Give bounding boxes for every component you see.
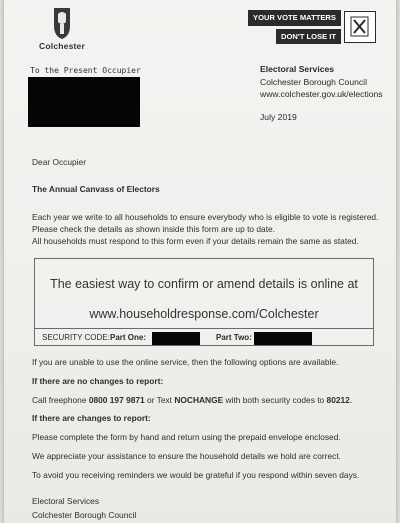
sender-department: Electoral Services [260,64,335,74]
freephone-number[interactable]: 0800 197 9871 [88,395,145,405]
nochange-keyword: NOCHANGE [174,395,224,405]
vote-banner [248,10,378,46]
banner-line-2: DON'T LOSE IT [276,29,341,44]
security-code-label: SECURITY CODE: [42,333,110,342]
call-line: Call freephone 0800 197 9871 or Text NOCHANGE with both security codes to 80212. [32,395,353,405]
unable-online-line: If you are unable to use the online service, then the following options are available. [32,357,339,367]
subject-line: The Annual Canvass of Electors [32,184,160,194]
no-changes-heading: If there are no changes to report: [32,376,164,386]
changes-heading: If there are changes to report: [32,413,151,423]
security-code-row [34,328,374,346]
sender-website[interactable]: www.colchester.gov.uk/elections [260,89,383,99]
letter-date: July 2019 [260,112,297,122]
signoff-department: Electoral Services [32,496,100,506]
redacted-part-two [254,332,312,345]
logo-text: Colchester [39,41,85,51]
changes-line: Please complete the form by hand and return using the prepaid envelope enclosed. [32,432,341,442]
redacted-part-one [152,332,200,345]
online-instruction: The easiest way to confirm or amend details is online at [50,277,358,291]
part-one-label: Part One: [110,333,147,342]
council-logo [32,6,92,56]
intro-line-1: Each year we write to all households to ensure everybody who is eligible to vote is registered. [32,212,379,222]
sender-council: Colchester Borough Council [260,76,368,87]
intro-line-3: All households must respond to this form even if your details remain the same as stated. [32,236,359,246]
appreciate-line: We appreciate your assistance to ensure the household details we hold are correct. [32,451,341,461]
intro-line-2: Please check the details as shown inside this form are up to date. [32,224,276,234]
ballot-box-icon [344,11,376,43]
greeting: Dear Occupier [32,157,86,167]
recipient-line: To the Present Occupier [30,66,141,75]
signoff-council: Colchester Borough Council [32,510,137,520]
banner-line-1: YOUR VOTE MATTERS [248,10,341,26]
reminder-line: To avoid you receiving reminders we would be grateful if you respond within seven days. [32,470,360,480]
sender-block [260,63,383,101]
online-url[interactable]: www.householdresponse.com/Colchester [89,307,319,321]
crest-icon [48,6,76,40]
letter-page [4,0,396,523]
shortcode: 80212 [326,395,350,405]
part-two-label: Part Two: [216,333,252,342]
redacted-address [28,77,140,127]
